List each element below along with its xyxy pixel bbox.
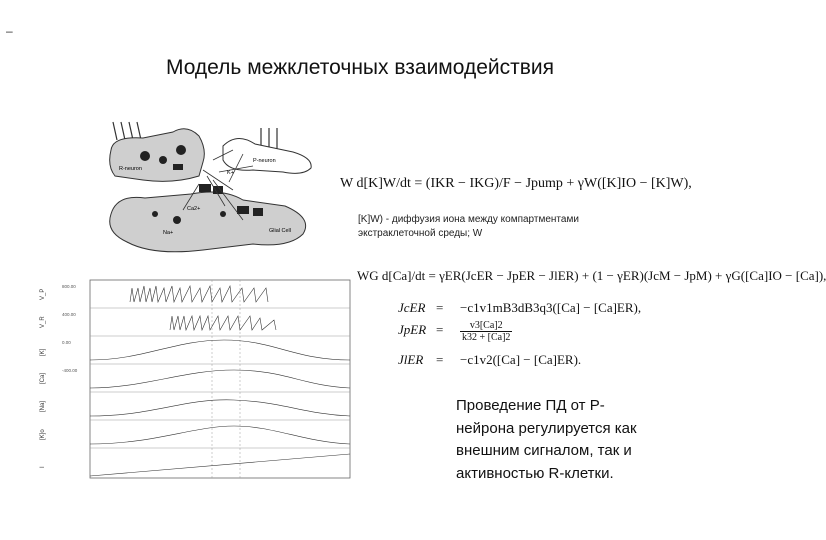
p-neuron-label: P-neuron (253, 158, 276, 164)
row-label: [K]o (40, 429, 46, 440)
tick-label: 800.00 (62, 284, 76, 289)
channel-block (199, 184, 211, 192)
formula-caption (358, 213, 658, 241)
row-label: V_R (40, 316, 46, 328)
jcer-lhs: JcER (398, 300, 426, 315)
row-label: V_P (40, 288, 46, 300)
tick-label: 400.00 (62, 312, 76, 317)
formula-calcium-balance: WG d[Ca]/dt = γER(JcER − JpER − JlER) + (1 − γER)(JcM − JpM) + γG([Ca]IO − [Ca]), (357, 268, 826, 283)
glial-cell-body (110, 192, 306, 252)
row-label: [K] (40, 348, 46, 356)
cell-interaction-diagram (103, 110, 323, 270)
formula-jper: JpER = $\frac{v3[Ca]2}{k32 + [Ca]2}$ (398, 320, 511, 343)
ca-label: Ca2+ (187, 206, 201, 212)
row-label: [Na] (40, 400, 46, 412)
simulation-traces-figure (34, 274, 354, 484)
tick-label: 0.00 (62, 340, 71, 345)
jcer-rhs: −c1v1mB3dB3q3([Ca] − [Ca]ER), (460, 300, 642, 315)
formula-jler: JlER = −c1v2([Ca] − [Ca]ER). (398, 352, 582, 367)
glial-cell-label: Glial Cell (269, 228, 292, 234)
jler-lhs: JlER (398, 352, 424, 367)
jper-numerator: v3[Ca]2 (460, 320, 512, 332)
organelle (140, 151, 150, 161)
slide-marker: – (6, 24, 13, 38)
na-label: Na+ (163, 230, 174, 236)
slide-body-text: Проведение ПД от P-нейрона регулируется как внешним сигналом, так и активностью R-клетки. (456, 397, 637, 482)
r-neuron-label: R-neuron (119, 166, 142, 172)
formula-jcer: JcER = −c1v1mB3dB3q3([Ca] − [Ca]ER), (398, 300, 642, 315)
tick-label: -400.00 (62, 368, 78, 373)
slide-title: Модель межклеточных взаимодействия (165, 56, 555, 79)
jper-lhs: JpER (398, 322, 427, 338)
caption-line-1: [K]W) - диффузия иона между компартментами (358, 214, 579, 225)
caption-line-2: экстраклеточной среды; W (358, 228, 483, 239)
formula-potassium-diffusion: W d[K]W/dt = (IKR − IKG)/F − Jpump + γW([K]IO − [K]W), (340, 176, 692, 191)
row-label: I (40, 466, 46, 468)
jper-denominator: k32 + [Ca]2 (462, 332, 511, 343)
row-label: [Ca] (40, 372, 46, 384)
jper-fraction (460, 320, 512, 343)
jler-rhs: −c1v2([Ca] − [Ca]ER). (460, 352, 582, 367)
k-label: K+ (227, 170, 234, 176)
